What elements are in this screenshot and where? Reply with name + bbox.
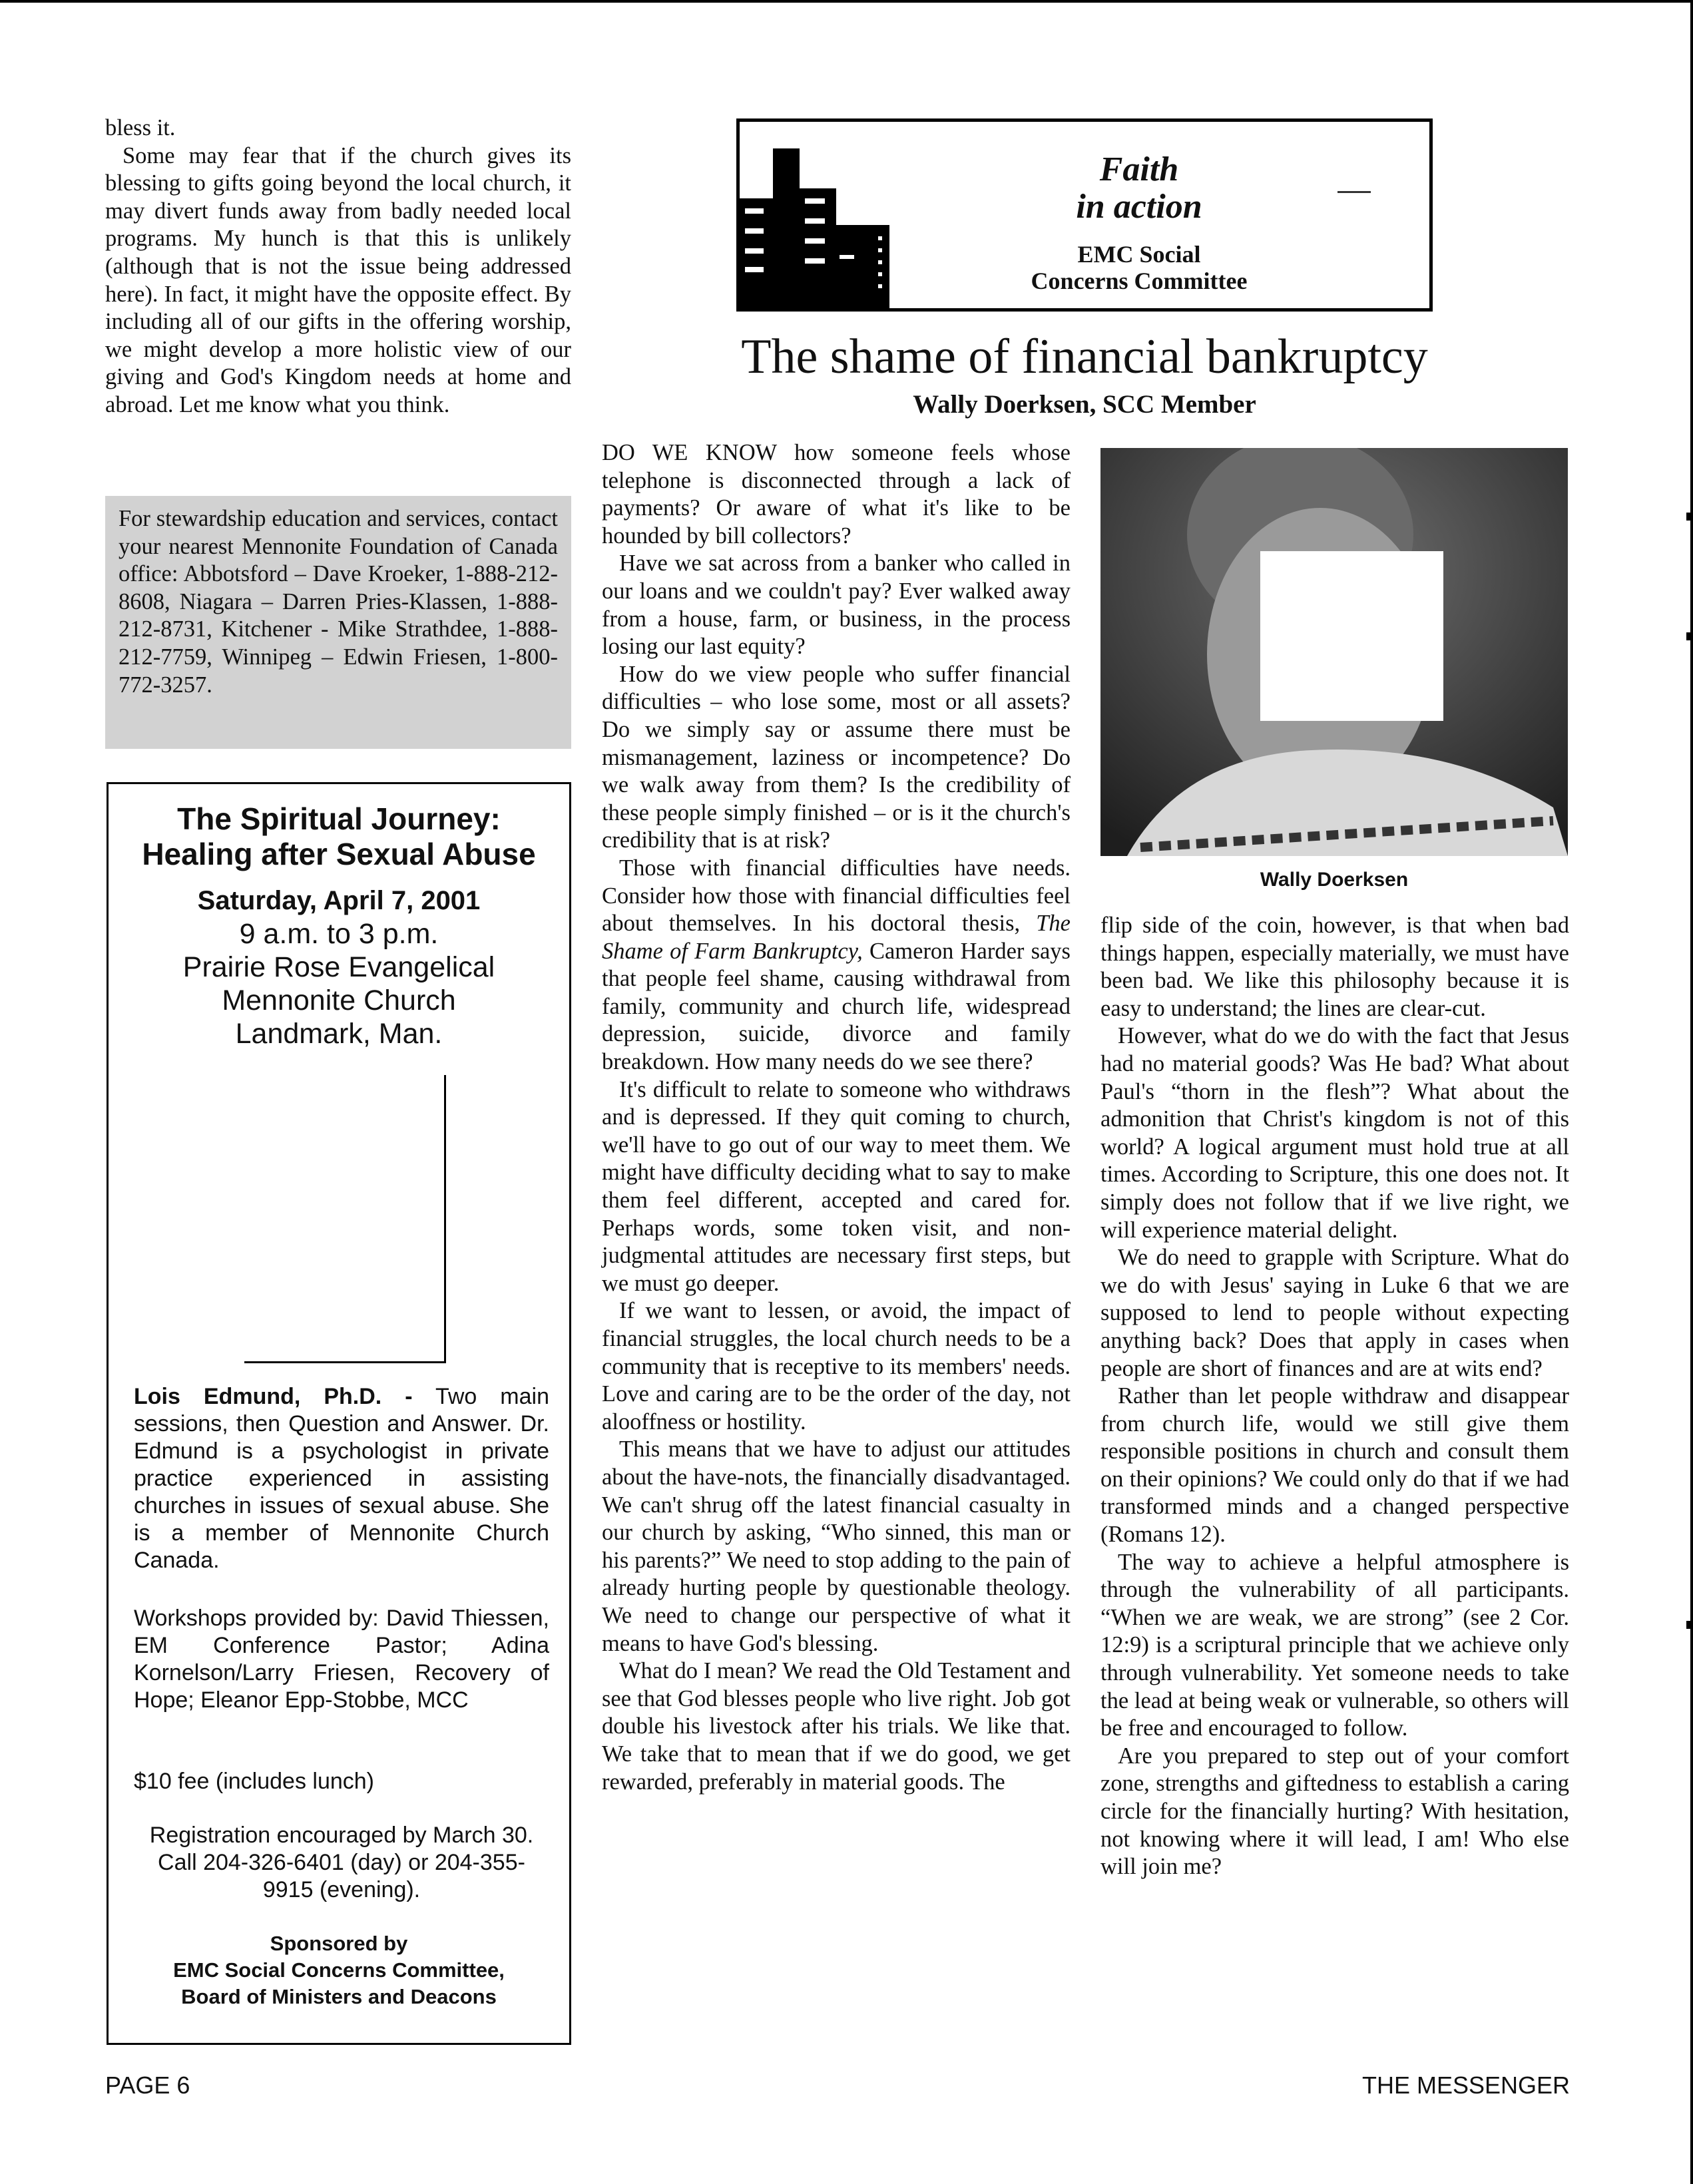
paragraph-rest: Cameron Harder says that people feel shame, causing withdrawal from family, community and church life, widespread depression, suicide, divorce and family breakdown. How many needs do we see there? [602, 938, 1071, 1075]
paragraph: It's difficult to relate to someone who withdraws and is depressed. If they quit coming to church, we'll have to go out of our way to meet them. We might have difficulty deciding what to say to make them feel different, accepted and cared for. Perhaps words, some token visit, and non-judgmental attitudes are necessary first steps, but we must go deeper. [602, 1076, 1071, 1296]
article-headline: The shame of financial bankruptcy [741, 329, 1428, 384]
speaker-description [134, 1383, 549, 1574]
event-title-line2: Healing after Sexual Abuse [142, 837, 536, 871]
paragraph: How do we view people who suffer financial difficulties – who lose some, most or all assets? Do we simply say or assume there must be mismanagement, laziness or incompetence? Do we walk away from them? Is the credibility of these people simply finished – or is it the church's credibility that is at risk? [602, 661, 1071, 853]
publication-name: THE MESSENGER [1361, 2072, 1570, 2099]
event-time: 9 a.m. to 3 p.m. [239, 918, 439, 950]
page-number: PAGE 6 [105, 2072, 190, 2099]
paragraph: Are you prepared to step out of your comfort zone, strengths and giftedness to establish a caring circle for the financially hurting? With hesitation, not knowing where it will lead, I am! Who else will join me? [1100, 1743, 1569, 1880]
event-title-line1: The Spiritual Journey: [177, 801, 501, 836]
paragraph: What do I mean? We read the Old Testament and see that God blesses people who live right. Job got double his livestock after his trials. We like that. We take that to mean that if we do good, we get rewarded, preferably in material goods. The [602, 1658, 1071, 1795]
paragraph: flip side of the coin, however, is that when bad things happen, especially materially, we must have been bad. We like this philosophy because it is easy to understand; the lines are clear-cut. [1100, 913, 1569, 1021]
paragraph-with-thesis [602, 855, 1071, 1076]
event-date: Saturday, April 7, 2001 [197, 886, 481, 915]
paragraph: However, what do we do with the fact that Jesus had no material goods? Was He bad? What about Paul's “thorn in the flesh”? What about the admonition that Christ's kingdom is not of this world? A logical argument must hold true at all times. According to Scripture, this one does not. It simply does not follow that if we live right, we will experience material delight. [1100, 1023, 1569, 1243]
fee-text: $10 fee (includes lunch) [134, 1769, 375, 1794]
left-column [105, 114, 571, 419]
decorative-rule [1337, 191, 1371, 193]
paragraph: Have we sat across from a banker who called in our loans and we couldn't pay? Ever walked away from a house, farm, or business, in the process losing our last equity? [602, 550, 1071, 660]
event-announcement-box [107, 782, 571, 2045]
paragraph: This means that we have to adjust our attitudes about the have-nots, the financially disadvantaged. We can't shrug off the latest financial casualty in our church by asking, “Who sinned, this man or his parents?” We need to stop adding to the pain of already hurting people by questionable theology. We need to change our perspective of what it means to have God's blessing. [602, 1436, 1071, 1656]
thesis-title: The Shame of Farm Bankruptcy, [602, 911, 1071, 964]
speaker-name: Lois Edmund, Ph.D. - [134, 1384, 413, 1409]
sponsor-line2: EMC Social Concerns Committee, [173, 1958, 505, 1982]
registration-text: Registration encouraged by March 30. Call 204-326-6401 (day) or 204-355-9915 (evening). [149, 1823, 534, 1902]
event-venue-line2: Mennonite Church [222, 984, 456, 1016]
portrait-illustration [1100, 448, 1568, 856]
margin-mark [1686, 513, 1690, 521]
article-right-column [1100, 912, 1569, 1881]
article-byline: Wally Doerksen, SCC Member [913, 390, 1256, 419]
paragraph: bless it. [105, 115, 176, 140]
margin-mark [1686, 632, 1690, 640]
event-venue-line3: Landmark, Man. [235, 1018, 443, 1050]
paragraph-lead: Those with financial difficulties have needs. Consider how those with financial difficulties feel about themselves. In his doctoral thesis, [602, 855, 1071, 937]
article-middle-column [602, 439, 1071, 1796]
header-concerns-committee: Concerns Committee [1031, 268, 1248, 294]
paragraph: Rather than let people withdraw and disappear from church life, would we still give them responsible positions in church and consult them on their opinions? We could only do that if we had transformed minds and a changed perspective (Romans 12). [1100, 1383, 1569, 1548]
paragraph: The way to achieve a helpful atmosphere is through the vulnerability of all participants. “When we are weak, we are strong” (see 2 Cor. 12:9) is a scriptural principle that we achieve only through vulnerability. Yet someone needs to take the lead at being weak or vulnerable, so others will be free and encouraged to follow. [1100, 1549, 1569, 1741]
sponsor-line3: Board of Ministers and Deacons [181, 1985, 497, 2008]
city-skyline-logo [740, 122, 926, 308]
paragraph: DO WE KNOW how someone feels whose telephone is disconnected through a lack of payments? Or aware of what it's like to be hounded by bill collectors? [602, 440, 1071, 548]
paragraph: Some may fear that if the church gives its blessing to gifts going beyond the local church, it may divert funds away from badly needed local programs. My hunch is that this is unlikely (although that is not the issue being addressed here). In fact, it might have the opposite effect. By including all of our gifts in the offering worship, we might develop a more holistic view of our giving and God's Kingdom needs at home and abroad. Let me know what you think. [105, 142, 571, 417]
paragraph: We do need to grapple with Scripture. What do we do with Jesus' saying in Luke 6 that we are supposed to lend to people without expecting anything back? Does that apply in cases when people are short of finances and are at wits end? [1100, 1245, 1569, 1381]
margin-mark [1686, 1621, 1690, 1629]
event-venue-line1: Prairie Rose Evangelical [182, 951, 495, 983]
header-faith: Faith [1099, 150, 1179, 188]
header-emc-social: EMC Social [1077, 241, 1201, 268]
sponsor-line1: Sponsored by [270, 1932, 408, 1955]
paragraph: If we want to lessen, or avoid, the impact of financial struggles, the local church needs to be a community that is receptive to its members' needs. Love and caring are to be the order of the day, not alooffness or hostility. [602, 1298, 1071, 1434]
photo-caption: Wally Doerksen [1260, 869, 1409, 891]
speaker-bio: Two main sessions, then Question and Answer. Dr. Edmund is a psychologist in private practice experienced in assisting churches in issues of sexual abuse. She is a member of Mennonite Church Canada. [134, 1384, 549, 1573]
stewardship-contact-box: For stewardship education and services, contact your nearest Mennonite Foundation of Canada office: Abbotsford – Dave Kroeker, 1-888-212-8608, Niagara – Darren Pries-Klassen, 1-888-212-8731, Kitchener - Mike Strathdee, 1-888-212-7759, Winnipeg – Edwin Friesen, 1-800-772-3257. [105, 496, 571, 749]
faith-in-action-header [736, 118, 1433, 312]
workshops-text: Workshops provided by: David Thiessen, EM Conference Pastor; Adina Kornelson/Larry Friesen, Recovery of Hope; Eleanor Epp-Stobbe, MCC [134, 1606, 549, 1713]
speaker-photo-placeholder [244, 1075, 446, 1363]
author-photo [1100, 448, 1568, 856]
header-in-action: in action [1076, 188, 1202, 226]
